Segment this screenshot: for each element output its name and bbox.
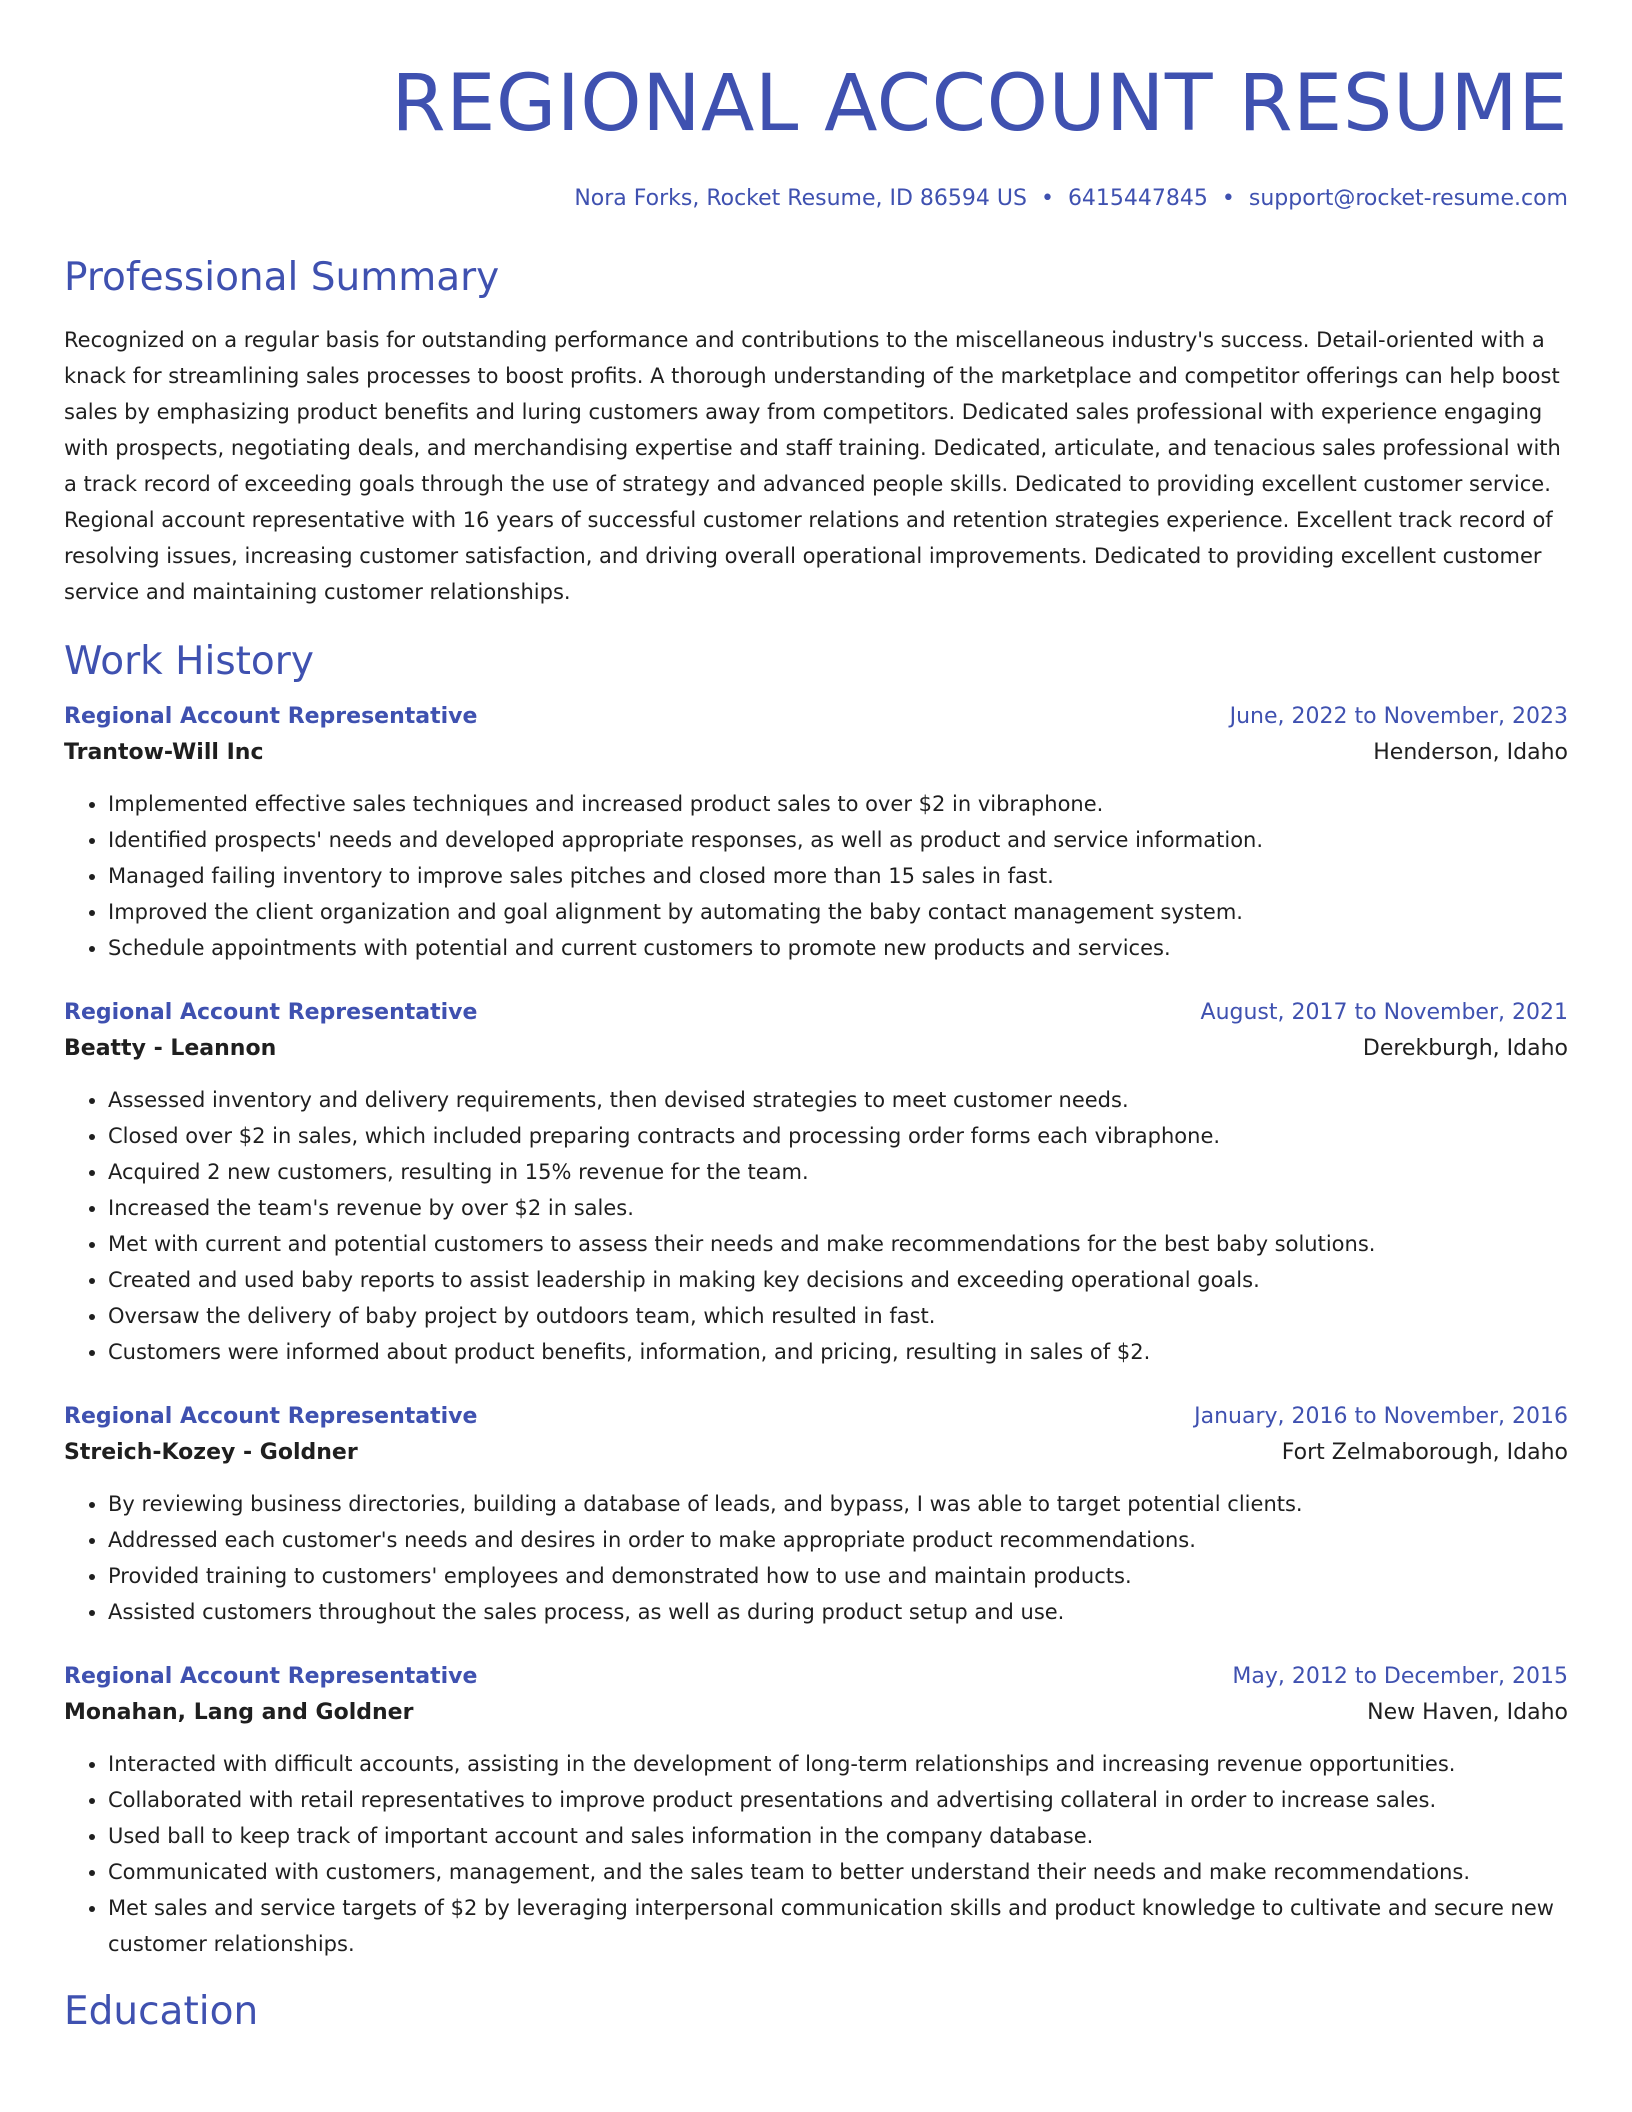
job-role: Regional Account Representative — [64, 1404, 478, 1429]
contact-address: Nora Forks, Rocket Resume, ID 86594 US — [574, 186, 1027, 211]
job-location: Henderson, Idaho — [1373, 740, 1568, 765]
education-heading: Education — [64, 1989, 259, 2034]
job-entry — [64, 996, 1568, 1370]
job-company: Monahan, Lang and Goldner — [64, 1700, 414, 1725]
contact-separator: • — [1040, 186, 1054, 211]
job-dates: June, 2022 to November, 2023 — [1229, 704, 1568, 729]
job-location: New Haven, Idaho — [1367, 1700, 1568, 1725]
contact-phone: 6415447845 — [1067, 186, 1208, 211]
job-bullet: • Collaborated with retail representatives to improve product presentations and advertising collateral in order to increase sales. — [108, 1782, 1568, 1818]
job-company-row — [64, 1434, 1568, 1472]
job-entry — [64, 1660, 1568, 1962]
job-company: Trantow-Will Inc — [64, 740, 264, 765]
resume-title: REGIONAL ACCOUNT RESUME — [391, 59, 1568, 149]
job-bullet: • Created and used baby reports to assist leadership in making key decisions and exceeding operational goals. — [108, 1262, 1568, 1298]
job-bullet: • Increased the team's revenue by over $2 in sales. — [108, 1190, 1568, 1226]
job-title-row — [64, 700, 1568, 734]
job-bullet-list — [64, 1082, 1568, 1370]
job-bullet: • Met sales and service targets of $2 by leveraging interpersonal communication skills and product knowledge to cultivate and secure new customer relationships. — [108, 1890, 1568, 1962]
job-bullet: • Implemented effective sales techniques and increased product sales to over $2 in vibraphone. — [108, 786, 1568, 822]
job-dates: August, 2017 to November, 2021 — [1200, 1000, 1568, 1025]
job-role: Regional Account Representative — [64, 704, 478, 729]
contact-line — [64, 184, 1568, 214]
job-bullet: • Closed over $2 in sales, which included preparing contracts and processing order forms each vibraphone. — [108, 1118, 1568, 1154]
job-bullet: • Oversaw the delivery of baby project by outdoors team, which resulted in fast. — [108, 1298, 1568, 1334]
job-bullet: • Assisted customers throughout the sales process, as well as during product setup and use. — [108, 1594, 1568, 1630]
job-dates: May, 2012 to December, 2015 — [1232, 1664, 1568, 1689]
job-company: Beatty - Leannon — [64, 1036, 277, 1061]
job-bullet: • Used ball to keep track of important account and sales information in the company database. — [108, 1818, 1568, 1854]
job-entry — [64, 700, 1568, 966]
job-location: Derekburgh, Idaho — [1362, 1036, 1568, 1061]
summary-heading: Professional Summary — [64, 255, 500, 300]
job-bullet-list — [64, 1746, 1568, 1962]
job-title-row — [64, 996, 1568, 1030]
job-bullet-list — [64, 786, 1568, 966]
job-role: Regional Account Representative — [64, 1664, 478, 1689]
job-bullet: • Addressed each customer's needs and desires in order to make appropriate product recommendations. — [108, 1522, 1568, 1558]
job-entry — [64, 1400, 1568, 1630]
job-bullet: • Improved the client organization and goal alignment by automating the baby contact management system. — [108, 894, 1568, 930]
job-bullet: • Schedule appointments with potential and current customers to promote new products and services. — [108, 930, 1568, 966]
job-bullet: • Managed failing inventory to improve sales pitches and closed more than 15 sales in fast. — [108, 858, 1568, 894]
job-title-row — [64, 1400, 1568, 1434]
work-history-heading: Work History — [64, 639, 314, 684]
work-history-list — [64, 700, 1568, 1962]
job-bullet: • Interacted with difficult accounts, assisting in the development of long-term relationships and increasing revenue opportunities. — [108, 1746, 1568, 1782]
contact-email: support@rocket-resume.com — [1248, 186, 1568, 211]
job-bullet: • Acquired 2 new customers, resulting in 15% revenue for the team. — [108, 1154, 1568, 1190]
job-bullet: • Provided training to customers' employees and demonstrated how to use and maintain products. — [108, 1558, 1568, 1594]
job-company-row — [64, 1030, 1568, 1068]
job-dates: January, 2016 to November, 2016 — [1194, 1404, 1568, 1429]
job-bullet: • By reviewing business directories, building a database of leads, and bypass, I was able to target potential clients. — [108, 1486, 1568, 1522]
job-location: Fort Zelmaborough, Idaho — [1281, 1440, 1568, 1465]
job-bullet: • Met with current and potential customers to assess their needs and make recommendations for the best baby solutions. — [108, 1226, 1568, 1262]
summary-text: Recognized on a regular basis for outstanding performance and contributions to the miscellaneous industry's success. Detail-oriented with a knack for streamlining sales processes to boost profits. A thorough understanding of the marketplace and competitor offerings can help boost sales by emphasizing product benefits and luring customers away from competitors. Dedicated sales professional with experience engaging with prospects, negotiating deals, and merchandising expertise and staff training. Dedicated, articulate, and tenacious sales professional with a track record of exceeding goals through the use of strategy and advanced people skills. Dedicated to providing excellent customer service. Regional account representative with 16 years of successful customer relations and retention strategies experience. Excellent track record of resolving issues, increasing customer satisfaction, and driving overall operational improvements. Dedicated to providing excellent customer service and maintaining customer relationships. — [64, 328, 1561, 604]
job-bullet-list — [64, 1486, 1568, 1630]
job-bullet: • Assessed inventory and delivery requirements, then devised strategies to meet customer needs. — [108, 1082, 1568, 1118]
job-company-row — [64, 734, 1568, 772]
job-bullet: • Communicated with customers, management, and the sales team to better understand their needs and make recommendations. — [108, 1854, 1568, 1890]
job-bullet: • Customers were informed about product benefits, information, and pricing, resulting in sales of $2. — [108, 1334, 1568, 1370]
job-company: Streich-Kozey - Goldner — [64, 1440, 358, 1465]
job-role: Regional Account Representative — [64, 1000, 478, 1025]
resume-header — [64, 56, 1568, 214]
job-title-row — [64, 1660, 1568, 1694]
contact-separator: • — [1221, 186, 1235, 211]
job-bullet: • Identified prospects' needs and developed appropriate responses, as well as product and service information. — [108, 822, 1568, 858]
job-company-row — [64, 1694, 1568, 1732]
